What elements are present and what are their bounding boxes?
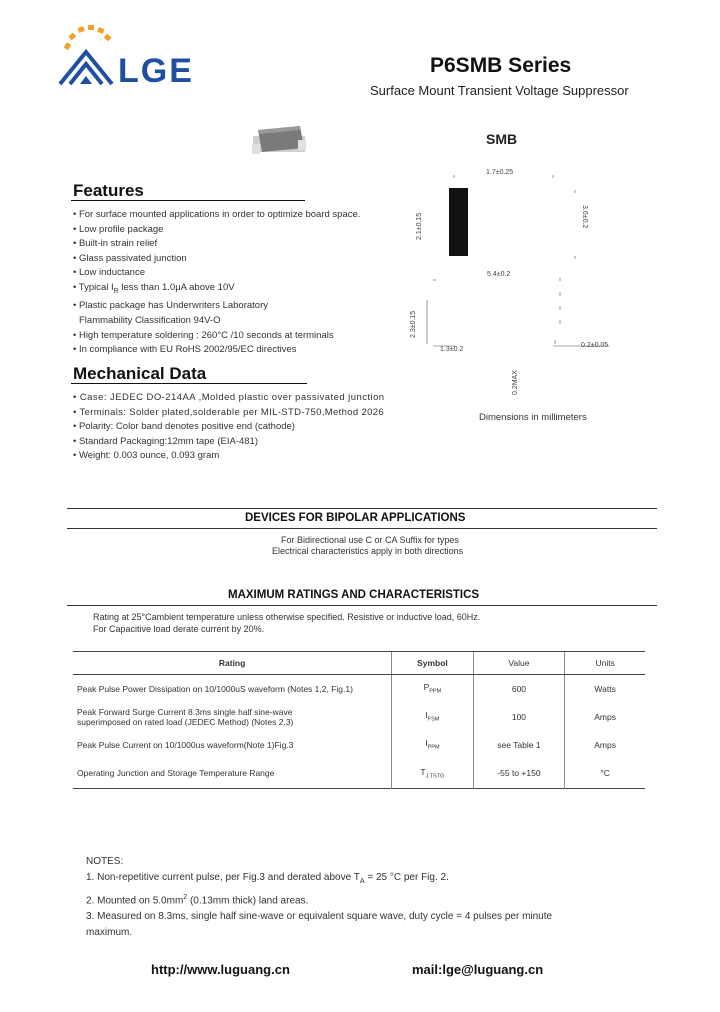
features-list xyxy=(73,208,360,358)
note-2: 2. Mounted on $5.0mm^2$ (0.13mm thick) land areas. xyxy=(86,894,309,907)
dim-thickness: 2.3±0.15 xyxy=(410,310,417,338)
series-title: P6SMB Series xyxy=(430,54,572,77)
units-cell: °C xyxy=(565,759,645,789)
table-row xyxy=(73,703,645,731)
col-units: Units xyxy=(565,652,645,675)
list-item: • Plastic package has Underwriters Laboratory xyxy=(73,300,269,312)
ratings-note-2: For Capacitive load derate current by 20%. xyxy=(93,624,265,634)
list-item: • In compliance with EU RoHS 2002/95/EC directives xyxy=(73,344,297,356)
list-item: • Low profile package xyxy=(73,223,164,235)
note-3-continued: maximum. xyxy=(86,927,133,939)
rating-cell: Peak Pulse Power Dissipation on 10/1000uS waveform (Notes 1,2, Fig.1) xyxy=(77,683,353,694)
ratings-note-1: Rating at 25°Cambient temperature unless otherwise specified. Resistive or inductive load, 60Hz. xyxy=(93,612,481,622)
mechanical-heading: Mechanical Data xyxy=(73,364,207,383)
col-rating: Rating xyxy=(73,652,392,675)
bipolar-top-rule xyxy=(67,508,657,509)
ratings-rule xyxy=(67,605,657,606)
col-symbol: Symbol xyxy=(392,652,473,675)
value-cell: 600 xyxy=(473,675,565,703)
symbol-cell: $I_{FSM}$ xyxy=(392,703,473,731)
table-row xyxy=(73,759,645,789)
rating-cell: Peak Pulse Current on 10/1000us waveform(Note 1)Fig.3 xyxy=(77,739,294,750)
symbol-cell: $I_{PPM}$ xyxy=(392,731,473,759)
list-item: • Standard Packaging:12mm tape (EIA-481) xyxy=(73,435,258,447)
rating-cell: Peak Forward Surge Current 8.3ms single half sine-wave superimposed on rated load (JEDEC Method) (Notes 2,3) xyxy=(77,706,294,727)
cathode-band xyxy=(449,188,468,256)
notes-block xyxy=(86,854,552,941)
list-item-continued: Flammability Classification 94V-O xyxy=(79,315,221,327)
units-cell: Amps xyxy=(565,703,645,731)
value-cell: see Table 1 xyxy=(473,731,565,759)
ir-prefix: • Typical I xyxy=(73,281,114,293)
list-item: • Low inductance xyxy=(73,267,145,279)
list-item: • Case: JEDEC DO-214AA ,Molded plastic over passivated junction xyxy=(73,392,385,403)
list-item: • For surface mounted applications in order to optimize board space. xyxy=(73,209,361,220)
dim-width-lead: 1.7±0.25 xyxy=(486,169,514,176)
dimensions-caption: Dimensions in millimeters xyxy=(479,412,587,423)
notes-title: NOTES: xyxy=(86,856,124,867)
list-item xyxy=(73,314,360,329)
list-item: • Weight: 0.003 ounce, 0.093 gram xyxy=(73,450,220,462)
bipolar-bottom-rule xyxy=(67,528,657,529)
bipolar-heading: DEVICES FOR BIPOLAR APPLICATIONS xyxy=(245,512,466,524)
list-item: • High temperature soldering : 260°C /10 seconds at terminals xyxy=(73,329,334,341)
ir-rest: less than 1.0μA above 10V xyxy=(118,281,235,293)
note-3: 3. Measured on 8.3ms, single half sine-wave or equivalent square wave, duty cycle = 4 pulses per minute xyxy=(86,911,553,923)
table-header-row xyxy=(73,652,645,675)
note-1: 1. Non-repetitive current pulse, per Fig.3 and derated above $T_A = 25$ °C per Fig. 2. xyxy=(86,872,449,885)
dim-length: 5.4±0.2 xyxy=(487,271,511,278)
mechanical-underline xyxy=(71,383,307,384)
rating-cell: Operating Junction and Storage Temperature Range xyxy=(77,768,275,779)
dim-lead-length: 1.3±0.2 xyxy=(440,346,464,353)
company-logo xyxy=(56,22,118,90)
footer-website-link[interactable]: http://www.luguang.cn xyxy=(151,962,290,977)
units-cell: Amps xyxy=(565,731,645,759)
dim-standoff: 0.2MAX xyxy=(512,370,519,395)
symbol-cell: $T_{J,TSTG}$ xyxy=(392,759,473,789)
features-heading: Features xyxy=(73,181,144,200)
value-cell: -55 to +150 xyxy=(473,759,565,789)
symbol-cell: $P_{PPM}$ xyxy=(392,675,473,703)
bipolar-line-2: Electrical characteristics apply in both directions xyxy=(272,546,464,556)
table-row xyxy=(73,675,645,703)
footer-email-link[interactable]: mail:lge@luguang.cn xyxy=(412,962,544,977)
product-subtitle: Surface Mount Transient Voltage Suppressor xyxy=(370,83,629,98)
ratings-heading: MAXIMUM RATINGS AND CHARACTERISTICS xyxy=(228,589,480,601)
mechanical-list xyxy=(73,391,385,464)
units-cell: Watts xyxy=(565,675,645,703)
table-row xyxy=(73,731,645,759)
dim-height-total: 3.6±0.2 xyxy=(581,205,588,229)
ir-sub: R xyxy=(113,287,119,295)
dim-lead-thickness: 0.2±0.05 xyxy=(581,342,609,349)
value-cell: 100 xyxy=(473,703,565,731)
list-item: • Polarity: Color band denotes positive end (cathode) xyxy=(73,421,295,433)
list-item: • Built-in strain relief xyxy=(73,238,158,250)
package-label: SMB xyxy=(486,131,518,147)
ratings-table xyxy=(73,651,645,789)
list-item: • Terminals: Solder plated,solderable per MIL-STD-750,Method 2026 xyxy=(73,406,385,418)
logo-mark-icon xyxy=(56,22,118,90)
dim-height-body: 2.1±0.15 xyxy=(416,212,423,240)
bipolar-line-1: For Bidirectional use C or CA Suffix for types xyxy=(281,535,459,545)
col-value: Value xyxy=(473,652,565,675)
logo-text: LGE xyxy=(118,52,194,90)
package-image xyxy=(250,122,308,158)
features-underline xyxy=(71,200,305,201)
list-item xyxy=(73,281,360,299)
list-item: • Glass passivated junction xyxy=(73,252,187,264)
